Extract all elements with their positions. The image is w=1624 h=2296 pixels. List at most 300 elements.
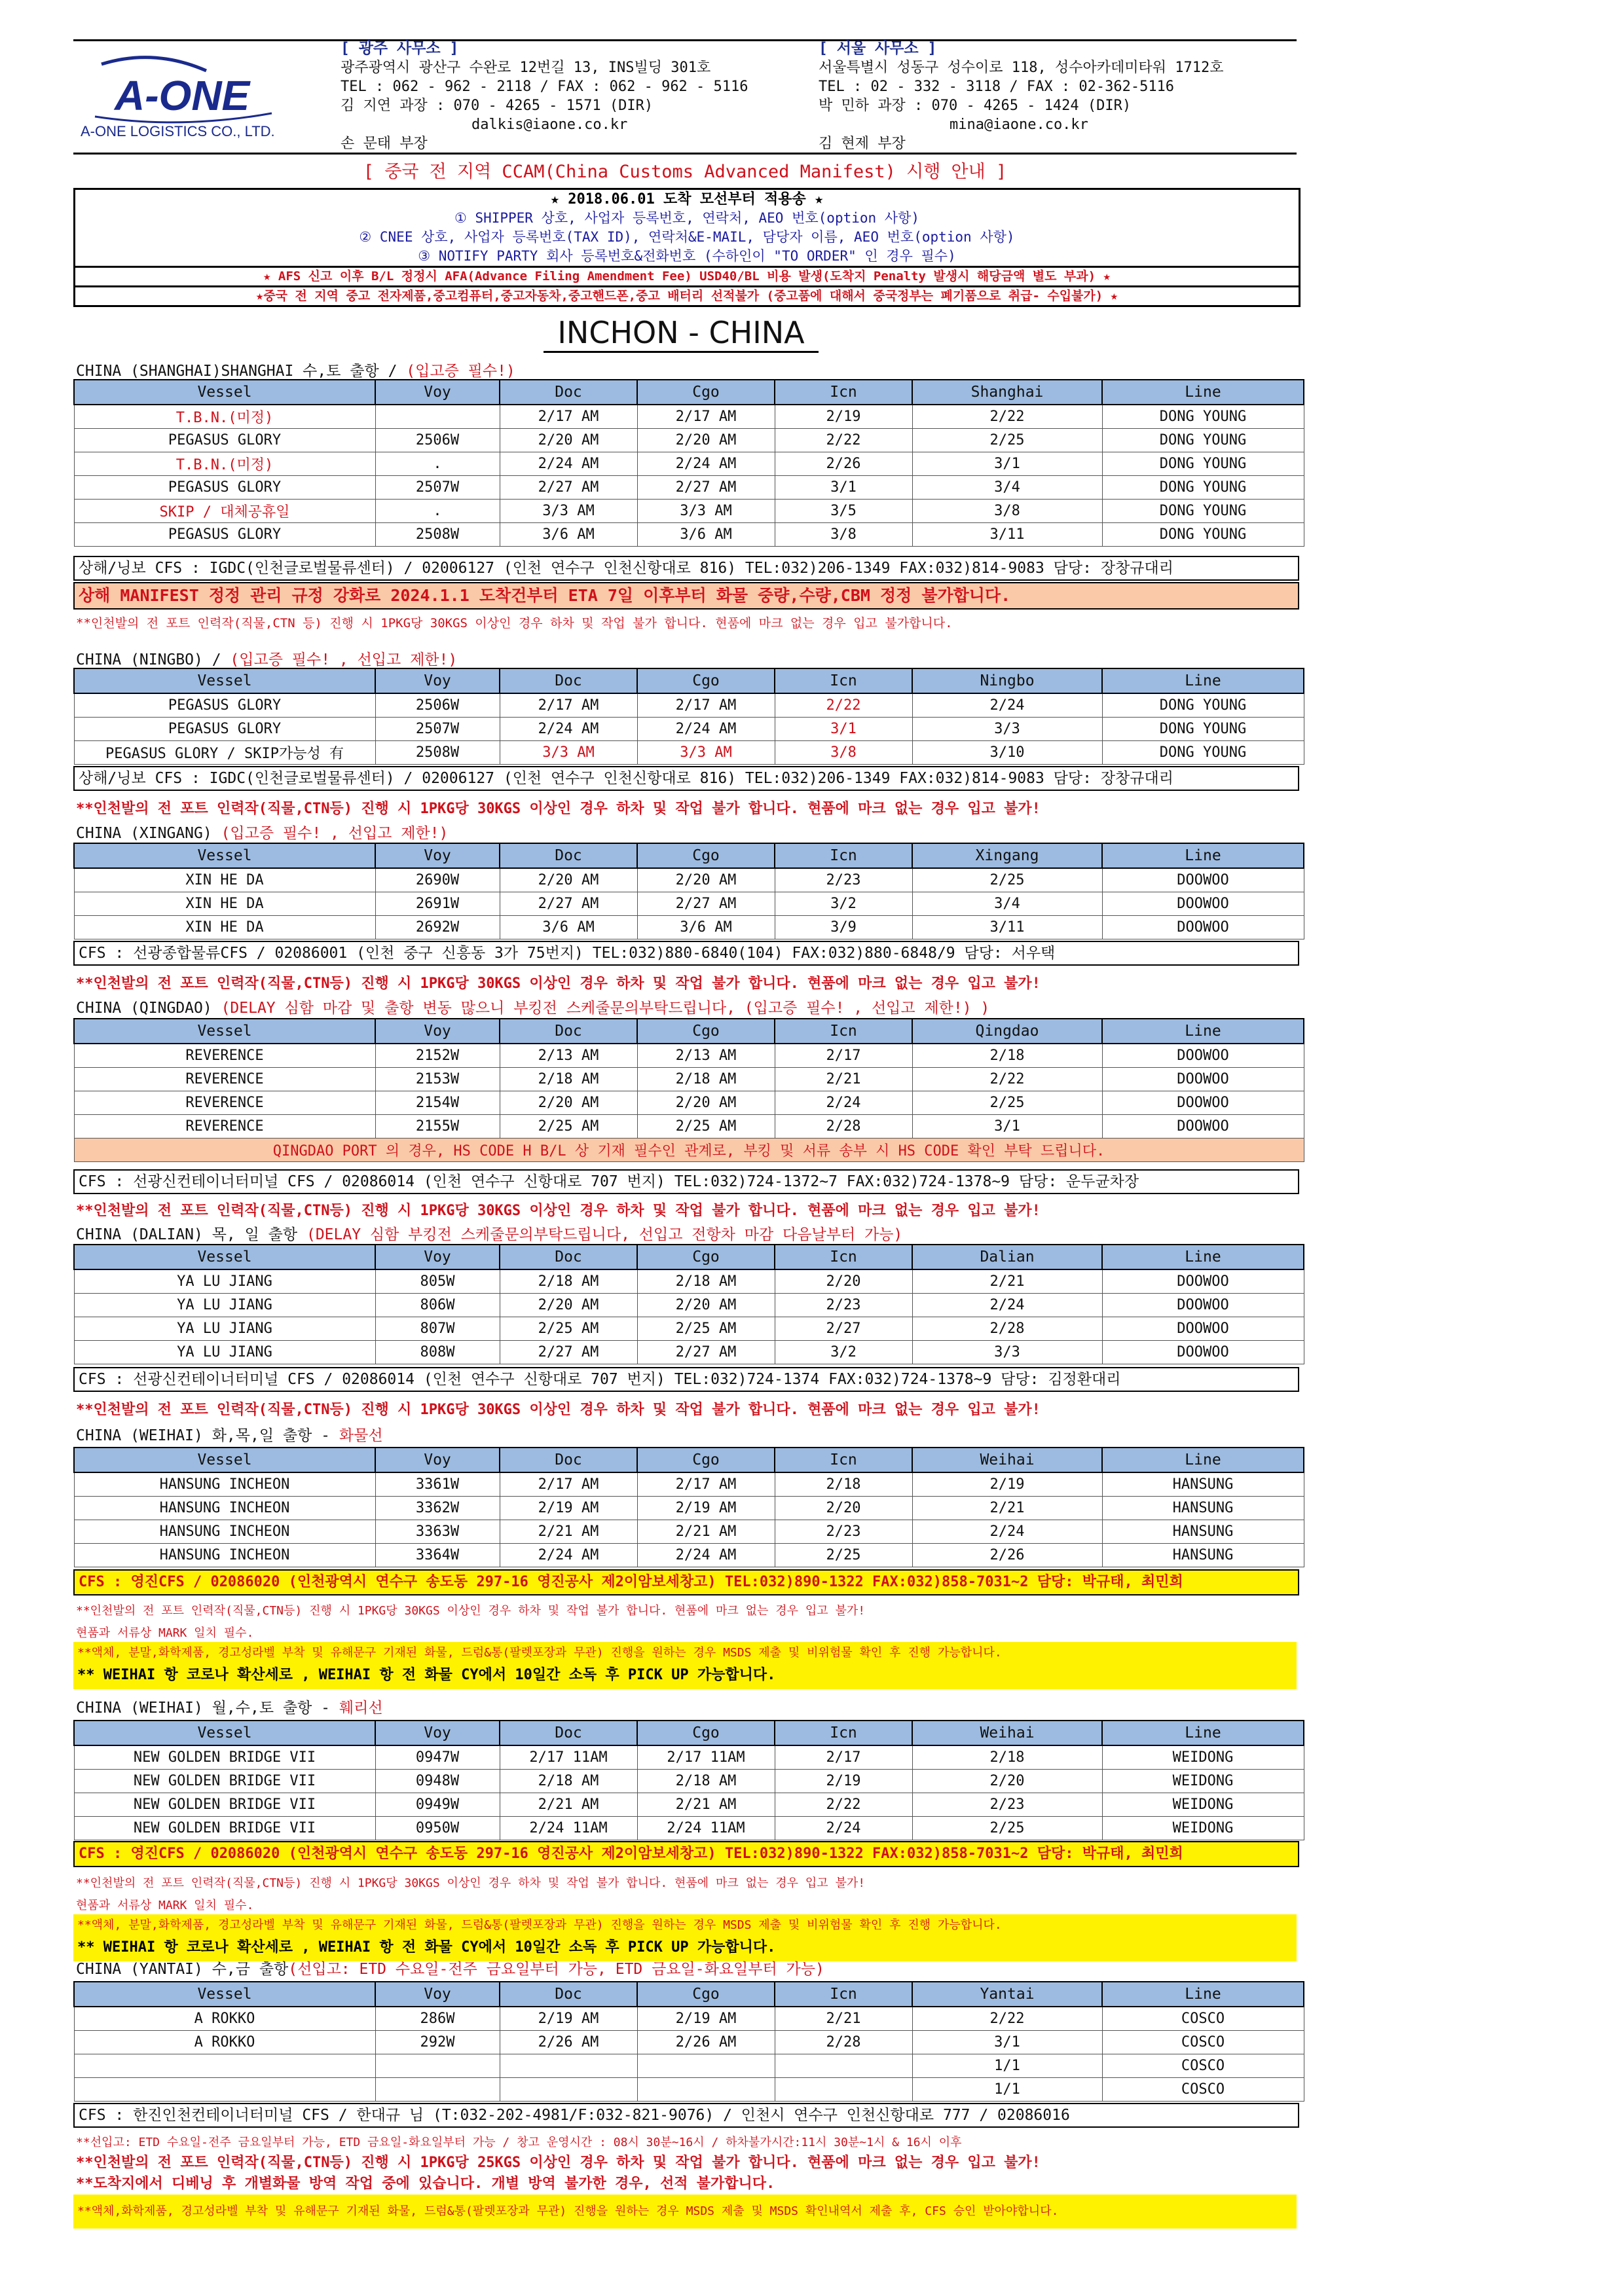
cell-doc	[500, 2054, 637, 2078]
cell-doc: 2/24 AM	[500, 1544, 637, 1567]
cell-port-eta: 2/28	[912, 1317, 1102, 1341]
cell-voy: 806W	[375, 1294, 500, 1317]
section-title-text: CHINA (WEIHAI) 화,목,일 출항 -	[76, 1427, 339, 1444]
section-title-text: CHINA (WEIHAI) 월,수,토 출항 -	[76, 1700, 339, 1717]
cell-icn: 2/19	[775, 405, 912, 429]
cell-cgo: 2/18 AM	[637, 1770, 775, 1793]
col-vessel: Vessel	[74, 1245, 375, 1269]
yellow-notice-weihai-ferry	[73, 1914, 1297, 1961]
cell-cgo: 2/20 AM	[637, 868, 775, 892]
cell-cgo: 2/19 AM	[637, 1497, 775, 1520]
table-header-row	[74, 668, 1304, 693]
cell-line: HANSUNG	[1102, 1497, 1304, 1520]
cfs-info-xingang: CFS : 선광종합물류CFS / 02086001 (인천 중구 신흥동 3가 75번지) TEL:032)880-6840(104) FAX:032)880-6848/9 담당: 서우택	[73, 941, 1299, 966]
section-title-note: 화물선	[339, 1427, 383, 1444]
cell-voy: 0950W	[375, 1817, 500, 1840]
cell-line: COSCO	[1102, 2007, 1304, 2031]
table-row	[74, 1544, 1304, 1567]
cell-voy: .	[375, 500, 500, 523]
cell-port-eta: 2/25	[912, 429, 1102, 452]
cell-icn: 2/21	[775, 2007, 912, 2031]
table-row	[74, 2054, 1304, 2078]
col-vessel: Vessel	[74, 380, 375, 405]
warning-yantai: **인천발의 전 포트 인력작(직물,CTN등) 진행 시 1PKG당 25KGS 이상인 경우 하차 및 작업 불가 합니다. 현품에 마크 없는 경우 입고 불가!	[76, 2155, 1041, 2171]
cell-cgo: 2/27 AM	[637, 892, 775, 916]
cell-vessel: PEGASUS GLORY	[74, 718, 375, 741]
cell-cgo: 2/27 AM	[637, 1341, 775, 1364]
cell-cgo: 3/3 AM	[637, 500, 775, 523]
table-row	[74, 452, 1304, 476]
cell-port-eta: 2/21	[912, 1497, 1102, 1520]
cell-vessel	[74, 2054, 375, 2078]
cell-icn: 2/23	[775, 1294, 912, 1317]
cell-doc: 2/19 AM	[500, 1497, 637, 1520]
msds-notice: **액체, 분말,화학제품, 경고성라벨 부착 및 유해문구 기재된 화물, 드럼&통(팔렛포장과 무관) 진행을 원하는 경우 MSDS 제출 및 비위험물 확인 후 진행 가능합니다.	[77, 1646, 1002, 1660]
cell-line: COSCO	[1102, 2078, 1304, 2102]
col-doc: Doc	[500, 668, 637, 693]
cell-vessel: YA LU JIANG	[74, 1269, 375, 1294]
cell-voy: 2153W	[375, 1068, 500, 1091]
cell-voy: 3361W	[375, 1472, 500, 1497]
route-title: INCHON - CHINA	[544, 314, 819, 353]
cell-voy	[375, 2054, 500, 2078]
cell-icn: 3/8	[775, 741, 912, 765]
fumigation-notice-yantai: **도착지에서 디베닝 후 개별화물 방역 작업 중에 있습니다. 개별 방역 불가한 경우, 선적 불가합니다.	[76, 2176, 775, 2192]
cell-port-eta: 2/23	[912, 1793, 1102, 1817]
section-title-weihai-cargo	[76, 1423, 383, 1445]
schedule-table-qingdao	[73, 1018, 1304, 1162]
table-header-row	[74, 1245, 1304, 1269]
cell-voy: 3363W	[375, 1520, 500, 1544]
cell-icn: 3/5	[775, 500, 912, 523]
cell-vessel: PEGASUS GLORY	[74, 476, 375, 500]
col-voy: Voy	[375, 1245, 500, 1269]
col-vessel: Vessel	[74, 1721, 375, 1745]
cell-port-eta: 3/4	[912, 476, 1102, 500]
seoul-address: 서울특별시 성동구 성수이로 118, 성수아카데미타워 1712호	[819, 60, 1224, 76]
cell-doc: 2/17 AM	[500, 1472, 637, 1497]
schedule-table-weihai-ferry	[73, 1720, 1304, 1840]
cell-port-eta: 3/3	[912, 718, 1102, 741]
cell-cgo: 2/18 AM	[637, 1269, 775, 1294]
cfs-info-qingdao: CFS : 선광신컨테이너터미널 CFS / 02086014 (인천 연수구 신항대로 707 번지) TEL:032)724-1372~7 FAX:032)724-1378~9 담당: 운두균차장	[73, 1169, 1299, 1194]
hs-code-notice: QINGDAO PORT 의 경우, HS CODE H B/L 상 기재 필수인 관계로, 부킹 및 서류 송부 시 HS CODE 확인 부탁 드립니다.	[74, 1139, 1304, 1162]
cell-cgo: 2/21 AM	[637, 1793, 775, 1817]
table-row	[74, 1269, 1304, 1294]
cell-line: DOOWOO	[1102, 916, 1304, 939]
schedule-table-weihai-cargo	[73, 1447, 1304, 1567]
yellow-notice-weihai-cargo	[73, 1642, 1297, 1689]
cell-port-eta: 3/11	[912, 916, 1102, 939]
cell-doc: 2/18 AM	[500, 1770, 637, 1793]
cell-line: COSCO	[1102, 2031, 1304, 2054]
cell-cgo: 2/25 AM	[637, 1317, 775, 1341]
cell-vessel: SKIP / 대체공휴일	[74, 500, 375, 523]
seoul-email[interactable]: mina@iaone.co.kr	[950, 117, 1088, 133]
seoul-contact: 박 민하 과장 : 070 - 4265 - 1424 (DIR)	[819, 98, 1132, 114]
cell-line: WEIDONG	[1102, 1793, 1304, 1817]
cfs-info-shanghai: 상해/닝보 CFS : IGDC(인천글로벌물류센터) / 02006127 (인천 연수구 인천신항대로 816) TEL:032)206-1349 FAX:032)814-9083 담당: 장창규대리	[73, 556, 1299, 581]
schedule-table-yantai	[73, 1981, 1304, 2102]
table-row	[74, 405, 1304, 429]
col-vessel: Vessel	[74, 668, 375, 693]
seoul-manager: 김 현제 부장	[819, 136, 906, 152]
cell-voy: 2690W	[375, 868, 500, 892]
cell-voy: 2508W	[375, 523, 500, 547]
cell-doc: 2/20 AM	[500, 868, 637, 892]
table-row	[74, 1317, 1304, 1341]
col-port: Yantai	[912, 1982, 1102, 2007]
cell-icn: 2/19	[775, 1770, 912, 1793]
section-title-shanghai	[76, 359, 515, 380]
mark-notice-weihai-cargo: 현품과 서류상 MARK 일치 필수.	[76, 1626, 254, 1640]
cell-cgo: 2/21 AM	[637, 1520, 775, 1544]
col-vessel: Vessel	[74, 1448, 375, 1472]
cell-port-eta: 2/18	[912, 1745, 1102, 1770]
cell-line: HANSUNG	[1102, 1544, 1304, 1567]
col-line: Line	[1102, 1019, 1304, 1044]
section-title-text: CHINA (YANTAI) 수,금 출항	[76, 1961, 289, 1978]
cell-port-eta: 2/24	[912, 693, 1102, 718]
col-doc: Doc	[500, 380, 637, 405]
cell-doc: 2/17 AM	[500, 405, 637, 429]
cell-line: DOOWOO	[1102, 892, 1304, 916]
cell-cgo: 2/13 AM	[637, 1044, 775, 1068]
cell-doc: 2/21 AM	[500, 1520, 637, 1544]
cell-cgo: 2/24 AM	[637, 718, 775, 741]
cell-voy: 807W	[375, 1317, 500, 1341]
cell-line: DOOWOO	[1102, 1115, 1304, 1139]
col-port: Shanghai	[912, 380, 1102, 405]
col-port: Xingang	[912, 843, 1102, 868]
table-row	[74, 429, 1304, 452]
cell-cgo: 2/19 AM	[637, 2007, 775, 2031]
logo-icon	[75, 51, 324, 149]
cell-cgo: 3/3 AM	[637, 741, 775, 765]
col-doc: Doc	[500, 1448, 637, 1472]
cell-port-eta: 2/20	[912, 1770, 1102, 1793]
cell-port-eta: 3/10	[912, 741, 1102, 765]
col-line: Line	[1102, 380, 1304, 405]
warning-ningbo: **인천발의 전 포트 인력작(직물,CTN등) 진행 시 1PKG당 30KGS 이상인 경우 하차 및 작업 불가 합니다. 현품에 마크 없는 경우 입고 불가!	[76, 801, 1041, 817]
ccam-notice-title: [ 중국 전 지역 CCAM(China Customs Advanced Manifest) 시행 안내 ]	[363, 162, 1007, 182]
col-voy: Voy	[375, 1721, 500, 1745]
col-vessel: Vessel	[74, 1019, 375, 1044]
cell-icn: 2/26	[775, 452, 912, 476]
cell-icn: 2/28	[775, 2031, 912, 2054]
cell-line: HANSUNG	[1102, 1520, 1304, 1544]
cell-line: DONG YOUNG	[1102, 718, 1304, 741]
gwangju-office-title: [ 광주 사무소 ]	[341, 40, 459, 57]
cell-voy: 0949W	[375, 1793, 500, 1817]
cell-line: DOOWOO	[1102, 1269, 1304, 1294]
cell-cgo	[637, 2078, 775, 2102]
cfs-info-ningbo: 상해/닝보 CFS : IGDC(인천글로벌물류센터) / 02006127 (인천 연수구 인천신항대로 816) TEL:032)206-1349 FAX:032)814-9083 담당: 장창규대리	[73, 766, 1299, 791]
cell-icn: 2/28	[775, 1115, 912, 1139]
cell-voy: 2506W	[375, 429, 500, 452]
cfs-info-yantai: CFS : 한진인천컨테이너터미널 CFS / 한대규 님 (T:032-202-4981/F:032-821-9076) / 인천시 연수구 인천신항대로 777 / 02086016	[73, 2103, 1299, 2128]
warning-weihai-cargo: **인천발의 전 포트 인력작(직물,CTN등) 진행 시 1PKG당 30KGS 이상인 경우 하차 및 작업 불가 합니다. 현품에 마크 없는 경우 입고 불가!	[76, 1604, 866, 1618]
cell-vessel: T.B.N.(미정)	[74, 452, 375, 476]
cell-doc: 3/3 AM	[500, 741, 637, 765]
cell-icn: 2/22	[775, 1793, 912, 1817]
col-icn: Icn	[775, 1721, 912, 1745]
cell-icn: 2/23	[775, 868, 912, 892]
cell-vessel: YA LU JIANG	[74, 1294, 375, 1317]
warning-dalian: **인천발의 전 포트 인력작(직물,CTN등) 진행 시 1PKG당 30KGS 이상인 경우 하차 및 작업 불가 합니다. 현품에 마크 없는 경우 입고 불가!	[76, 1402, 1041, 1418]
cell-icn: 2/18	[775, 1472, 912, 1497]
cell-voy: 0948W	[375, 1770, 500, 1793]
cell-doc: 2/24 11AM	[500, 1817, 637, 1840]
cell-line: DONG YOUNG	[1102, 476, 1304, 500]
col-icn: Icn	[775, 843, 912, 868]
cell-vessel: PEGASUS GLORY	[74, 523, 375, 547]
section-title-note: (입고증 필수!)	[406, 363, 515, 380]
cell-cgo: 2/20 AM	[637, 1091, 775, 1115]
cell-icn: 2/27	[775, 1317, 912, 1341]
cell-icn: 2/25	[775, 1544, 912, 1567]
cell-icn: 3/1	[775, 718, 912, 741]
cell-line: DONG YOUNG	[1102, 429, 1304, 452]
cell-voy: 2507W	[375, 476, 500, 500]
cell-port-eta: 3/11	[912, 523, 1102, 547]
cell-cgo: 3/6 AM	[637, 523, 775, 547]
cell-port-eta: 3/1	[912, 2031, 1102, 2054]
cell-cgo: 2/24 11AM	[637, 1817, 775, 1840]
table-header-row	[74, 843, 1304, 868]
cell-line: DOOWOO	[1102, 1341, 1304, 1364]
cell-port-eta: 2/21	[912, 1269, 1102, 1294]
cell-port-eta: 2/26	[912, 1544, 1102, 1567]
ccam-notice-box	[73, 188, 1301, 307]
table-row	[74, 1770, 1304, 1793]
gwangju-address: 광주광역시 광산구 수완로 12번길 13, INS빌딩 301호	[341, 60, 711, 76]
cell-icn: 2/20	[775, 1269, 912, 1294]
cell-doc: 2/17 AM	[500, 693, 637, 718]
col-vessel: Vessel	[74, 843, 375, 868]
cell-vessel: HANSUNG INCHEON	[74, 1472, 375, 1497]
cell-vessel: HANSUNG INCHEON	[74, 1544, 375, 1567]
section-title-text: CHINA (XINGANG)	[76, 825, 221, 842]
cell-doc: 2/20 AM	[500, 1091, 637, 1115]
cfs-info-weihai-ferry: CFS : 영진CFS / 02086020 (인천광역시 연수구 송도동 297-16 영진공사 제2이암보세창고) TEL:032)890-1322 FAX:032)858-7031~2 담당: 박규태, 최민희	[73, 1841, 1299, 1867]
col-doc: Doc	[500, 843, 637, 868]
cell-doc: 2/20 AM	[500, 429, 637, 452]
notice-line: ② CNEE 상호, 사업자 등록번호(TAX ID), 연락처&E-MAIL, 담당자 이름, AEO 번호(option 사항)	[359, 229, 1015, 245]
cell-icn: 2/22	[775, 693, 912, 718]
gwangju-contact: 김 지연 과장 : 070 - 4265 - 1571 (DIR)	[341, 98, 654, 114]
table-row	[74, 1091, 1304, 1115]
schedule-table-shanghai	[73, 379, 1304, 547]
cell-voy	[375, 2078, 500, 2102]
cell-icn: 2/24	[775, 1091, 912, 1115]
cell-cgo: 2/24 AM	[637, 452, 775, 476]
col-voy: Voy	[375, 843, 500, 868]
warning-weihai-ferry: **인천발의 전 포트 인력작(직물,CTN등) 진행 시 1PKG당 30KGS 이상인 경우 하차 및 작업 불가 합니다. 현품에 마크 없는 경우 입고 불가!	[76, 1876, 866, 1890]
cell-port-eta: 3/4	[912, 892, 1102, 916]
cell-vessel: PEGASUS GLORY	[74, 429, 375, 452]
notice-line: ★ 2018.06.01 도착 모선부터 적용송 ★	[550, 191, 824, 208]
cell-voy: 0947W	[375, 1745, 500, 1770]
cell-cgo: 3/6 AM	[637, 916, 775, 939]
cell-line: DONG YOUNG	[1102, 452, 1304, 476]
cell-port-eta: 2/18	[912, 1044, 1102, 1068]
table-row	[74, 1341, 1304, 1364]
table-row	[74, 2007, 1304, 2031]
col-doc: Doc	[500, 1245, 637, 1269]
table-row	[74, 1115, 1304, 1139]
covid-notice: ** WEIHAI 항 코로나 확산세로 , WEIHAI 항 전 화물 CY에서 10일간 소독 후 PICK UP 가능합니다.	[77, 1667, 776, 1683]
section-title-note: (DELAY 심함 마감 및 출항 변동 많으니 부킹전 스케줄문의부탁드립니다, (입고증 필수! , 선입고 제한!) )	[221, 1000, 990, 1017]
cell-cgo: 2/17 AM	[637, 1472, 775, 1497]
cell-doc: 3/6 AM	[500, 523, 637, 547]
table-row	[74, 1472, 1304, 1497]
section-title-text: CHINA (SHANGHAI)SHANGHAI 수,토 출항 /	[76, 363, 407, 380]
table-row	[74, 741, 1304, 765]
cell-port-eta: 1/1	[912, 2078, 1102, 2102]
cell-doc: 2/21 AM	[500, 1793, 637, 1817]
col-cgo: Cgo	[637, 1448, 775, 1472]
cell-voy	[375, 405, 500, 429]
table-row	[74, 1068, 1304, 1091]
cell-line: WEIDONG	[1102, 1745, 1304, 1770]
yellow-notice-yantai	[73, 2195, 1297, 2229]
col-icn: Icn	[775, 668, 912, 693]
gwangju-manager: 손 문태 부장	[341, 136, 428, 152]
table-row	[74, 1817, 1304, 1840]
col-voy: Voy	[375, 1019, 500, 1044]
cell-icn: 2/17	[775, 1745, 912, 1770]
table-row	[74, 916, 1304, 939]
cell-cgo: 2/27 AM	[637, 476, 775, 500]
cell-vessel: NEW GOLDEN BRIDGE VII	[74, 1745, 375, 1770]
cell-port-eta: 2/25	[912, 868, 1102, 892]
cell-doc: 2/17 11AM	[500, 1745, 637, 1770]
table-row	[74, 1745, 1304, 1770]
table-row	[74, 1294, 1304, 1317]
table-header-row	[74, 380, 1304, 405]
warning-qingdao: **인천발의 전 포트 인력작(직물,CTN등) 진행 시 1PKG당 30KGS 이상인 경우 하차 및 작업 불가 합니다. 현품에 마크 없는 경우 입고 불가!	[76, 1203, 1041, 1219]
cell-icn: 2/24	[775, 1817, 912, 1840]
cell-line: DONG YOUNG	[1102, 523, 1304, 547]
cell-cgo: 2/20 AM	[637, 1294, 775, 1317]
cell-icn: 2/20	[775, 1497, 912, 1520]
cell-vessel: HANSUNG INCHEON	[74, 1520, 375, 1544]
cell-port-eta: 3/3	[912, 1341, 1102, 1364]
col-doc: Doc	[500, 1019, 637, 1044]
col-cgo: Cgo	[637, 1721, 775, 1745]
cell-icn: 2/22	[775, 429, 912, 452]
table-row	[74, 500, 1304, 523]
cell-line: DOOWOO	[1102, 868, 1304, 892]
table-header-row	[74, 1721, 1304, 1745]
cell-line: DOOWOO	[1102, 1294, 1304, 1317]
cell-voy: 3364W	[375, 1544, 500, 1567]
cell-doc: 3/3 AM	[500, 500, 637, 523]
col-icn: Icn	[775, 1448, 912, 1472]
cell-line: DOOWOO	[1102, 1091, 1304, 1115]
cell-doc: 2/18 AM	[500, 1068, 637, 1091]
cell-port-eta: 2/25	[912, 1091, 1102, 1115]
section-title-note: 훼리선	[339, 1700, 383, 1717]
cell-vessel: REVERENCE	[74, 1044, 375, 1068]
cell-voy: 2508W	[375, 741, 500, 765]
col-line: Line	[1102, 1721, 1304, 1745]
cell-doc: 2/20 AM	[500, 1294, 637, 1317]
col-doc: Doc	[500, 1721, 637, 1745]
col-port: Weihai	[912, 1448, 1102, 1472]
section-title-xingang	[76, 821, 448, 843]
header-bottom-rule	[73, 153, 1297, 155]
cell-icn: 3/9	[775, 916, 912, 939]
col-port: Weihai	[912, 1721, 1102, 1745]
cell-port-eta: 3/8	[912, 500, 1102, 523]
msds-notice: **액체,화학제품, 경고성라벨 부착 및 유해문구 기재된 화물, 드럼&통(팔렛포장과 무관) 진행을 원하는 경우 MSDS 제출 및 MSDS 확인내역서 제출 후, CFS 승인 받아야합니다.	[77, 2204, 1059, 2218]
cell-icn: 2/21	[775, 1068, 912, 1091]
cfs-info-dalian: CFS : 선광신컨테이너터미널 CFS / 02086014 (인천 연수구 신항대로 707 번지) TEL:032)724-1374 FAX:032)724-1378~9 담당: 김정환대리	[73, 1367, 1299, 1392]
col-icn: Icn	[775, 380, 912, 405]
cell-doc: 2/27 AM	[500, 1341, 637, 1364]
covid-notice: ** WEIHAI 항 코로나 확산세로 , WEIHAI 항 전 화물 CY에서 10일간 소독 후 PICK UP 가능합니다.	[77, 1939, 776, 1956]
section-title-ningbo	[76, 647, 457, 669]
logo-subtitle: A-ONE LOGISTICS CO., LTD.	[81, 123, 275, 139]
cell-voy: 2155W	[375, 1115, 500, 1139]
cell-voy: 292W	[375, 2031, 500, 2054]
col-voy: Voy	[375, 380, 500, 405]
cell-line: DONG YOUNG	[1102, 500, 1304, 523]
cell-cgo	[637, 2054, 775, 2078]
cell-cgo: 2/20 AM	[637, 429, 775, 452]
mark-notice-weihai-ferry: 현품과 서류상 MARK 일치 필수.	[76, 1899, 254, 1912]
cell-icn: 2/17	[775, 1044, 912, 1068]
col-line: Line	[1102, 1245, 1304, 1269]
cell-doc: 2/27 AM	[500, 892, 637, 916]
cell-doc: 2/25 AM	[500, 1115, 637, 1139]
gwangju-tel: TEL : 062 - 962 - 2118 / FAX : 062 - 962 - 5116	[341, 79, 748, 95]
table-row	[74, 718, 1304, 741]
cell-doc	[500, 2078, 637, 2102]
notice-line: ③ NOTIFY PARTY 회사 등록번호&전화번호 (수하인이 "TO ORDER" 인 경우 필수)	[418, 248, 956, 264]
cell-doc: 2/27 AM	[500, 476, 637, 500]
gwangju-email[interactable]: dalkis@iaone.co.kr	[471, 117, 628, 133]
section-title-note: (입고증 필수! , 선입고 제한!)	[230, 651, 458, 668]
cell-vessel: A ROKKO	[74, 2007, 375, 2031]
col-doc: Doc	[500, 1982, 637, 2007]
seoul-office	[819, 39, 1223, 153]
cell-port-eta: 2/22	[912, 2007, 1102, 2031]
cell-vessel: REVERENCE	[74, 1091, 375, 1115]
table-row	[74, 868, 1304, 892]
col-port: Qingdao	[912, 1019, 1102, 1044]
manifest-banner-shanghai: 상해 MANIFEST 정정 관리 규정 강화로 2024.1.1 도착건부터 ETA 7일 이후부터 화물 중량,수량,CBM 정정 불가합니다.	[73, 582, 1299, 610]
cell-voy: 286W	[375, 2007, 500, 2031]
cell-doc: 2/13 AM	[500, 1044, 637, 1068]
col-vessel: Vessel	[74, 1982, 375, 2007]
cell-port-eta: 3/1	[912, 452, 1102, 476]
cell-line: COSCO	[1102, 2054, 1304, 2078]
table-row	[74, 2078, 1304, 2102]
cell-cgo: 2/26 AM	[637, 2031, 775, 2054]
cell-line: DONG YOUNG	[1102, 693, 1304, 718]
cell-voy: 3362W	[375, 1497, 500, 1520]
gwangju-office	[341, 39, 748, 153]
col-cgo: Cgo	[637, 668, 775, 693]
cfs-info-weihai-cargo: CFS : 영진CFS / 02086020 (인천광역시 연수구 송도동 297-16 영진공사 제2이암보세창고) TEL:032)890-1322 FAX:032)858-7031~2 담당: 박규태, 최민희	[73, 1569, 1299, 1595]
schedule-note-yantai: **선입고: ETD 수요일-전주 금요일부터 가능, ETD 금요일-화요일부터 가능 / 창고 운영시간 : 08시 30분~16시 / 하차불가시간:11시 30분~1시 & 16시 이후	[76, 2136, 962, 2149]
notice-red-line: ★ AFS 신고 이후 B/L 정정시 AFA(Advance Filing Amendment Fee) USD40/BL 비용 발생(도착지 Penalty 발생시 해당금액 별도 부과) ★	[75, 266, 1299, 285]
table-header-row	[74, 1982, 1304, 2007]
col-port: Ningbo	[912, 668, 1102, 693]
